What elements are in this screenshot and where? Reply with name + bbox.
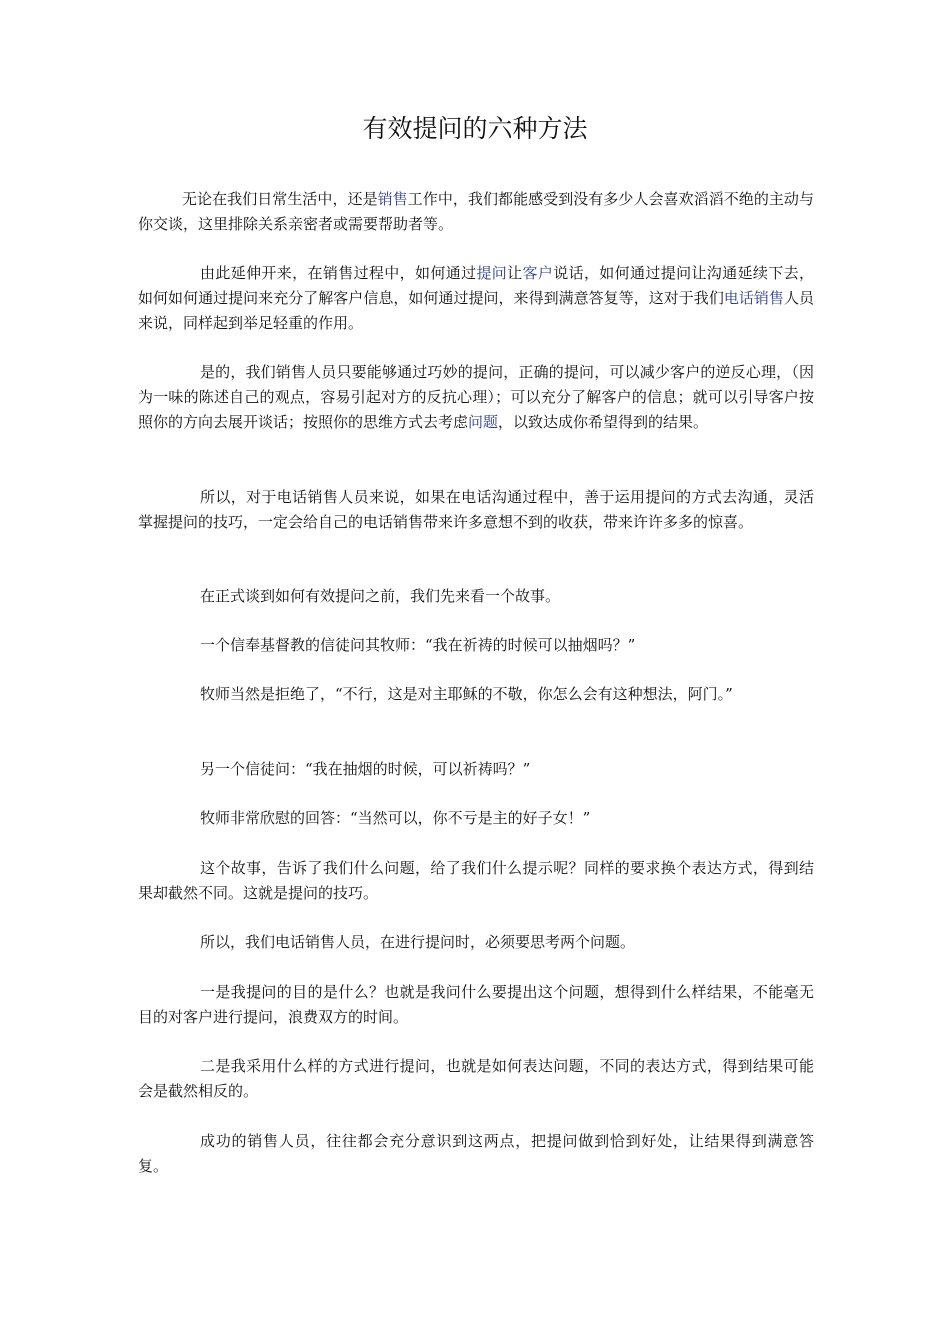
paragraph-text: 牧师非常欣慰的回答：“当然可以，你不亏是主的好子女！” bbox=[200, 809, 591, 827]
paragraph-text: 牧师当然是拒绝了，“不行，这是对主耶稣的不敬，你怎么会有这种想法，阿门。” bbox=[200, 685, 733, 703]
paragraph-14 bbox=[138, 1129, 814, 1179]
paragraph-text: 一个信奉基督教的信徒问其牧师：“我在祈祷的时候可以抽烟吗？” bbox=[200, 636, 636, 654]
paragraph-1 bbox=[138, 187, 814, 237]
paragraph-7 bbox=[138, 682, 784, 707]
paragraph-text: 由此延伸开来，在销售过程中，如何通过 bbox=[200, 264, 477, 282]
paragraph-11 bbox=[138, 930, 814, 955]
paragraph-text: 在正式谈到如何有效提问之前，我们先来看一个故事。 bbox=[200, 587, 561, 605]
paragraph-text: 无论在我们日常生活中，还是 bbox=[182, 190, 378, 208]
paragraph-text: 人员来说，同样起到举足轻重的作用。 bbox=[138, 289, 814, 332]
paragraph-text: 二是我采用什么样的方式进行提问，也就是如何表达问题，不同的表达方式，得到结果可能会是截然相反的。 bbox=[138, 1057, 814, 1100]
paragraph-10 bbox=[138, 856, 814, 906]
paragraph-13 bbox=[138, 1054, 814, 1104]
inline-link[interactable]: 电话销售 bbox=[723, 289, 784, 307]
document-title: 有效提问的六种方法 bbox=[362, 114, 588, 143]
paragraph-9 bbox=[138, 806, 814, 831]
paragraph-4 bbox=[138, 485, 814, 535]
paragraph-text: 让 bbox=[507, 264, 523, 282]
paragraph-text: 一是我提问的目的是什么？也就是我问什么要提出这个问题，想得到什么样结果，不能毫无目的对客户进行提问，浪费双方的时间。 bbox=[138, 983, 814, 1026]
paragraph-12 bbox=[138, 980, 814, 1030]
inline-link[interactable]: 客户 bbox=[522, 264, 554, 282]
paragraph-text: ，以致达成你希望得到的结果。 bbox=[498, 413, 709, 431]
paragraph-text: 成功的销售人员，往往都会充分意识到这两点，把提问做到恰到好处，让结果得到满意答复。 bbox=[138, 1132, 814, 1175]
paragraph-6 bbox=[138, 633, 814, 658]
paragraph-text: 说话，如何通过提问让沟通延续下去，如何如何通过提问来充分了解客户信息，如何通过提问，来得到满意答复等，这对于我们 bbox=[138, 264, 814, 307]
paragraph-text: 是的，我们销售人员只要能够通过巧妙的提问，正确的提问，可以减少客户的逆反心理，（因为一味的陈述自己的观点，容易引起对方的反抗心理）；可以充分了解客户的信息；就可以引导客户按照你的方向去展开谈话；按照你的思维方式去考虑 bbox=[138, 363, 814, 431]
paragraph-text: 工作中，我们都能感受到没有多少人会喜欢滔滔不绝的主动与你交谈，这里排除关系亲密者或需要帮助者等。 bbox=[138, 190, 814, 233]
paragraph-text: 这个故事，告诉了我们什么问题，给了我们什么提示呢？同样的要求换个表达方式，得到结果却截然不同。这就是提问的技巧。 bbox=[138, 859, 814, 902]
inline-link[interactable]: 提问 bbox=[476, 264, 508, 282]
paragraph-8 bbox=[138, 757, 814, 782]
paragraph-text: 所以，对于电话销售人员来说，如果在电话沟通过程中，善于运用提问的方式去沟通，灵活掌握提问的技巧，一定会给自己的电话销售带来许多意想不到的收获，带来许许多多的惊喜。 bbox=[138, 488, 814, 531]
paragraph-3 bbox=[138, 360, 814, 435]
paragraph-5 bbox=[138, 584, 814, 609]
inline-link[interactable]: 销售 bbox=[377, 190, 408, 208]
paragraph-text: 另一个信徒问：“我在抽烟的时候，可以祈祷吗？” bbox=[200, 760, 531, 778]
paragraph-2 bbox=[138, 261, 814, 336]
paragraph-text: 所以，我们电话销售人员，在进行提问时，必须要思考两个问题。 bbox=[200, 933, 636, 951]
inline-link[interactable]: 问题 bbox=[468, 413, 499, 431]
